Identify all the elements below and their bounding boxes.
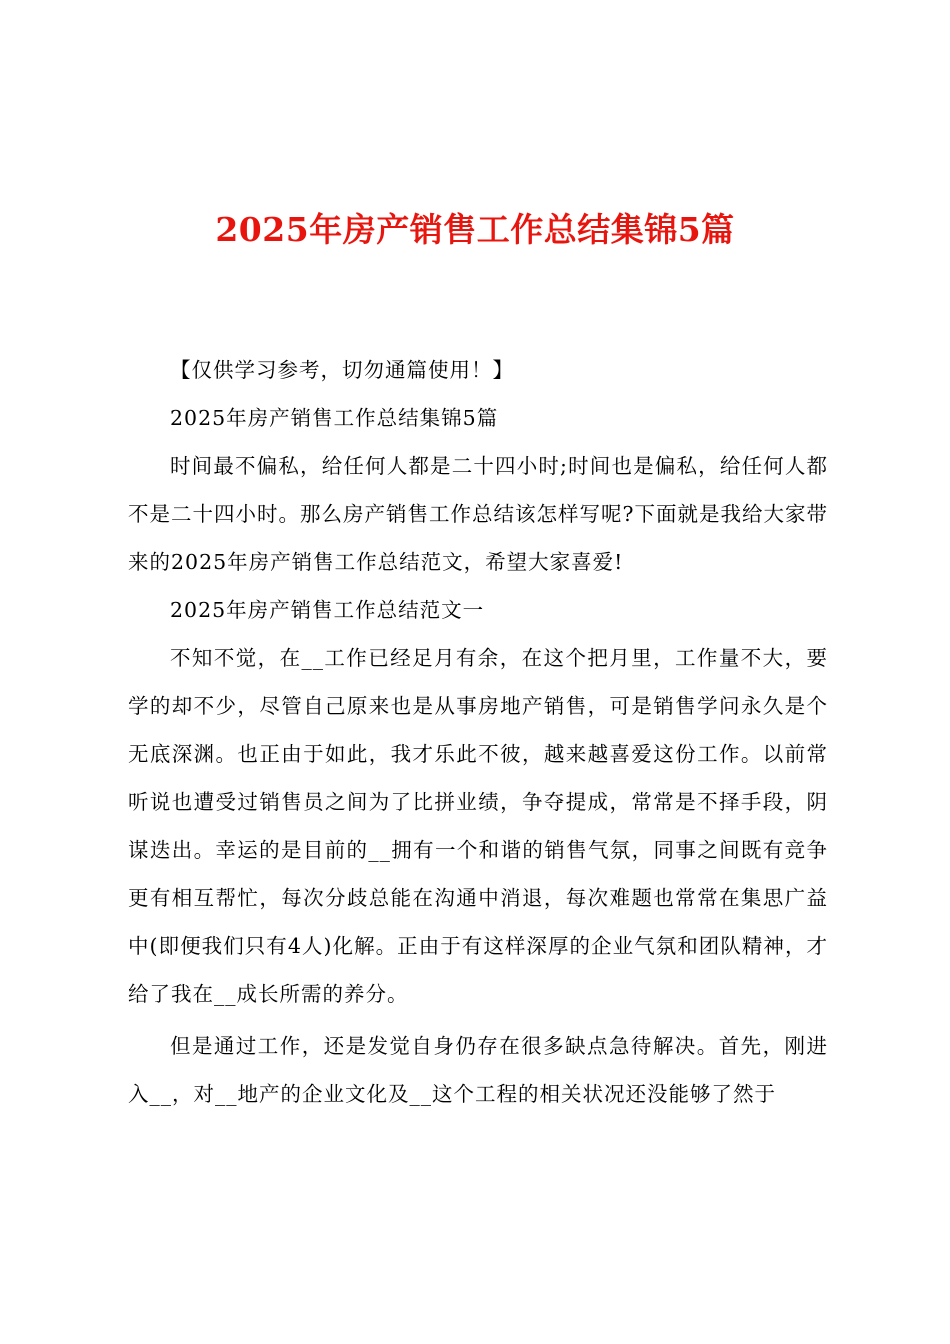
- subtitle-paragraph: 2025年房产销售工作总结集锦5篇: [170, 406, 499, 430]
- section-heading: 2025年房产销售工作总结范文一: [170, 598, 485, 622]
- document-body: [128, 346, 828, 1118]
- document-title: 2025年房产销售工作总结集锦5篇: [215, 210, 735, 249]
- disclaimer-paragraph: 【仅供学习参考，切勿通篇使用！】: [170, 358, 514, 382]
- body-paragraph: 不知不觉，在__工作已经足月有余，在这个把月里，工作量不大，要学的却不少，尽管自己原来也是从事房地产销售，可是销售学问永久是个无底深渊。也正由于如此，我才乐此不彼，越来越喜爱这份工作。以前常听说也遭受过销售员之间为了比拼业绩，争夺提成，常常是不择手段，阴谋迭出。幸运的是目前的__拥有一个和谐的销售气氛，同事之间既有竞争更有相互帮忙，每次分歧总能在沟通中消退，每次难题也常常在集思广益中(即便我们只有4人)化解。正由于有这样深厚的企业气氛和团队精神，才给了我在__成长所需的养分。: [128, 646, 828, 1006]
- intro-paragraph: 时间最不偏私，给任何人都是二十四小时;时间也是偏私，给任何人都不是二十四小时。那么房产销售工作总结该怎样写呢?下面就是我给大家带来的2025年房产销售工作总结范文，希望大家喜爱!: [128, 454, 828, 574]
- body-paragraph: 但是通过工作，还是发觉自身仍存在很多缺点急待解决。首先，刚进入__，对__地产的企业文化及__这个工程的相关状况还没能够了然于: [128, 1034, 828, 1106]
